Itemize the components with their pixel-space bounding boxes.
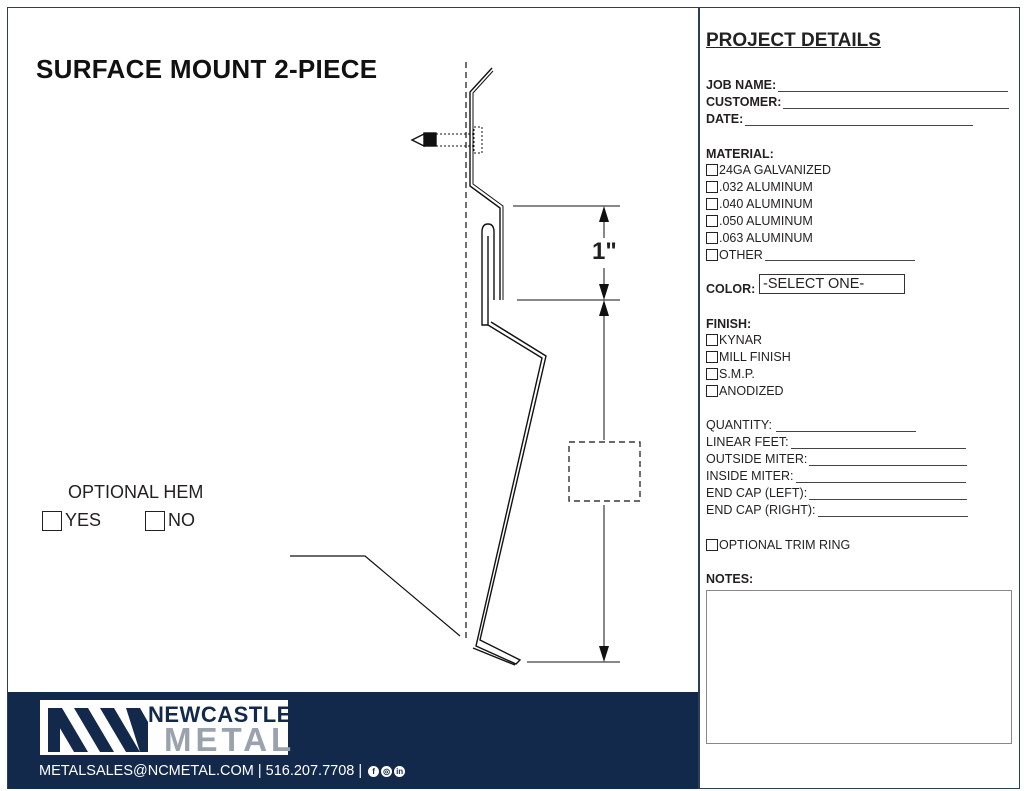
- linear-feet-label: LINEAR FEET:: [706, 435, 789, 449]
- checkbox[interactable]: [706, 215, 718, 227]
- material-label: OTHER: [719, 248, 763, 262]
- outside-miter-field[interactable]: [706, 452, 967, 466]
- inside-miter-label: INSIDE MITER:: [706, 469, 794, 483]
- instagram-icon[interactable]: ◎: [381, 766, 392, 777]
- checkbox[interactable]: [706, 351, 718, 363]
- dimension-label: 1": [592, 238, 617, 265]
- quantity-label: QUANTITY:: [706, 418, 772, 432]
- end-cap-right-input[interactable]: [818, 515, 968, 517]
- end-cap-right-label: END CAP (RIGHT):: [706, 503, 816, 517]
- contact-text: METALSALES@NCMETAL.COM | 516.207.7708 |: [39, 763, 363, 779]
- linkedin-icon[interactable]: in: [396, 766, 404, 776]
- dimension-placeholder: [569, 442, 640, 501]
- job-name-label: JOB NAME:: [706, 78, 777, 92]
- hem-no-checkbox[interactable]: [145, 511, 165, 531]
- logo-word-metal: METAL: [164, 721, 296, 758]
- checkbox[interactable]: [706, 249, 718, 261]
- checkbox[interactable]: [706, 334, 718, 346]
- trim-ring-label: OPTIONAL TRIM RING: [719, 538, 851, 552]
- panel-divider: [698, 7, 700, 789]
- material-label: 24GA GALVANIZED: [719, 163, 832, 177]
- material-option-040[interactable]: [706, 197, 813, 211]
- hem-yes-checkbox[interactable]: [42, 511, 62, 531]
- material-label: .032 ALUMINUM: [719, 180, 813, 194]
- inside-miter-input[interactable]: [796, 481, 966, 483]
- contact-line: [39, 763, 405, 779]
- social-icons: [368, 766, 405, 777]
- checkbox[interactable]: [706, 368, 718, 380]
- skirt-piece: [476, 322, 546, 664]
- finish-option-smp[interactable]: [706, 367, 755, 381]
- material-label: .050 ALUMINUM: [719, 214, 813, 228]
- linear-feet-input[interactable]: [791, 447, 966, 449]
- finish-label: ANODIZED: [719, 384, 784, 398]
- end-cap-left-field[interactable]: [706, 486, 967, 500]
- hem-no-label: NO: [168, 510, 195, 530]
- end-cap-right-field[interactable]: [706, 503, 968, 517]
- material-option-063[interactable]: [706, 231, 813, 245]
- substrate-line: [290, 556, 460, 636]
- material-option-other[interactable]: [706, 248, 915, 262]
- facebook-icon[interactable]: f: [368, 766, 379, 777]
- color-select[interactable]: -SELECT ONE-: [759, 274, 905, 294]
- notes-textarea[interactable]: [706, 590, 1012, 744]
- finish-option-anodized[interactable]: [706, 384, 784, 398]
- material-heading: MATERIAL:: [706, 147, 774, 161]
- hem-yes-option[interactable]: [42, 510, 101, 531]
- end-cap-left-label: END CAP (LEFT):: [706, 486, 808, 500]
- optional-hem-label: OPTIONAL HEM: [68, 482, 204, 502]
- trim-ring-option[interactable]: [706, 538, 850, 552]
- finish-label: MILL FINISH: [719, 350, 791, 364]
- customer-field[interactable]: [706, 95, 1009, 109]
- material-option-032[interactable]: [706, 180, 813, 194]
- job-name-field[interactable]: [706, 78, 1008, 92]
- finish-label: KYNAR: [719, 333, 763, 347]
- quantity-input[interactable]: [776, 430, 916, 432]
- finish-heading: FINISH:: [706, 317, 752, 331]
- checkbox[interactable]: [706, 198, 718, 210]
- material-option-050[interactable]: [706, 214, 813, 228]
- other-input[interactable]: [765, 259, 915, 261]
- notes-heading: NOTES:: [706, 572, 754, 586]
- checkbox[interactable]: [706, 164, 718, 176]
- finish-label: S.M.P.: [719, 367, 755, 381]
- checkbox[interactable]: [706, 385, 718, 397]
- hem: [482, 224, 494, 325]
- linear-feet-field[interactable]: [706, 435, 966, 449]
- outside-miter-label: OUTSIDE MITER:: [706, 452, 808, 466]
- color-label: COLOR:: [706, 282, 756, 296]
- project-details-heading: PROJECT DETAILS: [706, 30, 881, 51]
- material-label: .040 ALUMINUM: [719, 197, 813, 211]
- job-name-input[interactable]: [778, 90, 1008, 92]
- screw-head: [424, 133, 436, 146]
- checkbox[interactable]: [706, 181, 718, 193]
- finish-option-kynar[interactable]: [706, 333, 762, 347]
- outside-miter-input[interactable]: [809, 464, 967, 466]
- logo-mark: [44, 700, 152, 755]
- date-input[interactable]: [745, 124, 973, 126]
- logo-word-newcastle: NEWCASTLE: [148, 702, 292, 727]
- end-cap-left-input[interactable]: [809, 498, 967, 500]
- checkbox[interactable]: [706, 232, 718, 244]
- customer-label: CUSTOMER:: [706, 95, 782, 109]
- material-label: .063 ALUMINUM: [719, 231, 813, 245]
- hem-yes-label: YES: [65, 510, 102, 530]
- hem-no-option[interactable]: [145, 510, 195, 531]
- inside-miter-field[interactable]: [706, 469, 966, 483]
- quantity-field[interactable]: [706, 418, 916, 432]
- date-label: DATE:: [706, 112, 744, 126]
- checkbox[interactable]: [706, 539, 718, 551]
- company-logo: [40, 700, 296, 758]
- customer-input[interactable]: [783, 107, 1009, 109]
- finish-option-mill[interactable]: [706, 350, 791, 364]
- material-option-galvanized[interactable]: [706, 163, 831, 177]
- mount-piece: [470, 68, 500, 300]
- date-field[interactable]: [706, 112, 973, 126]
- footer-banner: [8, 692, 698, 789]
- page-title: SURFACE MOUNT 2-PIECE: [36, 54, 378, 84]
